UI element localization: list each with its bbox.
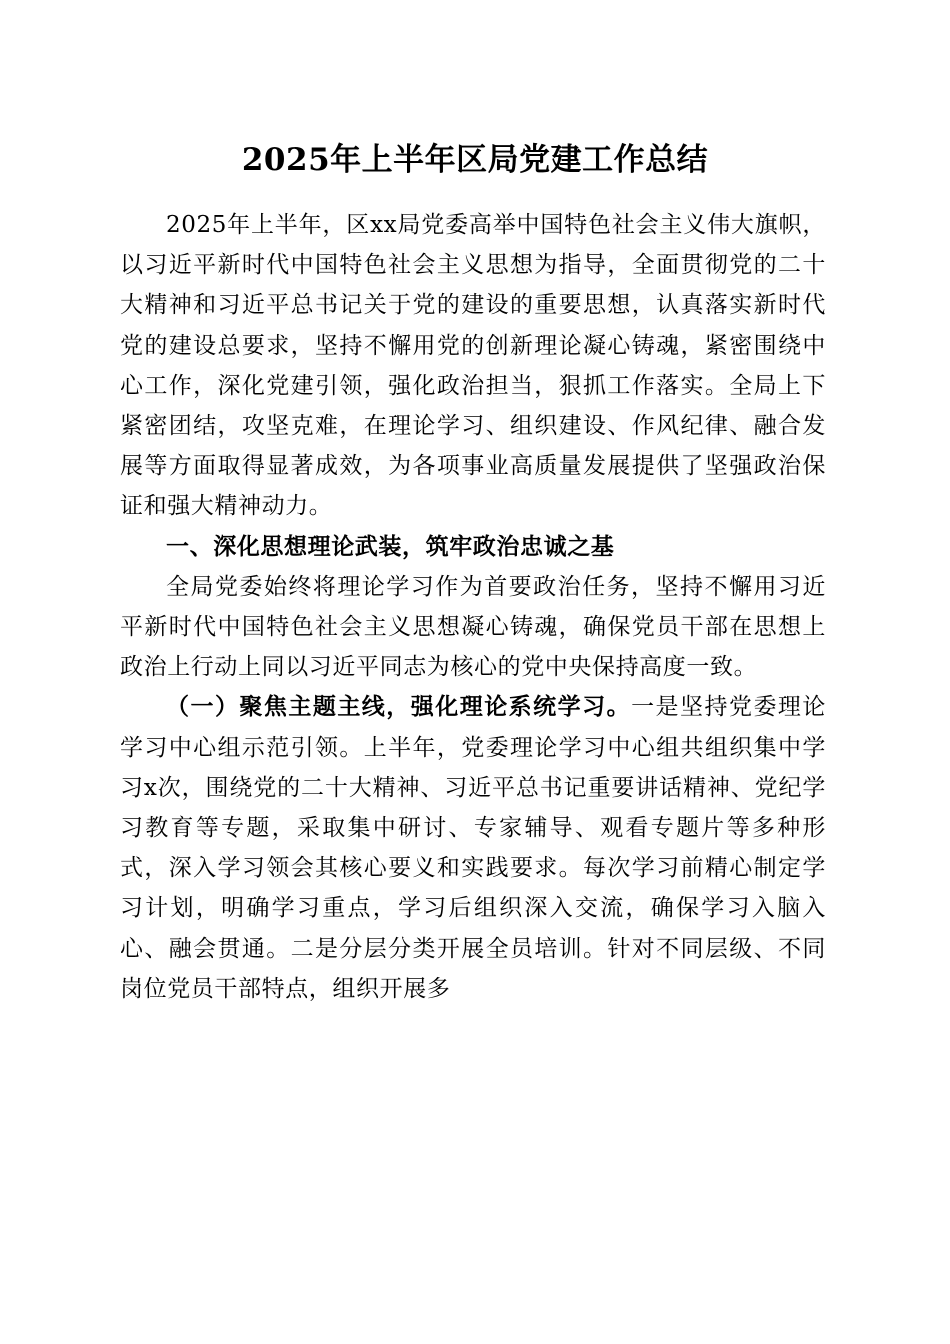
section-heading: 一、深化思想理论武装，筑牢政治忠诚之基 [166,533,615,560]
document-body [120,205,826,1009]
subsection-paragraph [120,687,826,1009]
subsection-text: 一是坚持党委理论学习中心组示范引领。上半年，党委理论学习中心组共组织集中学习x次，围绕党的二十大精神、习近平总书记重要讲话精神、党纪学习教育等专题，采取集中研讨、专家辅导、观看专题片等多种形式，深入学习领会其核心要义和实践要求。每次学习前精心制定学习计划，明确学习重点，学习后组织深入交流，确保学习入脑入心、融会贯通。二是分层分类开展全员培训。针对不同层级、不同岗位党员干部特点，组织开展多 [120,694,826,1002]
section-paragraph: 全局党委始终将理论学习作为首要政治任务，坚持不懈用习近平新时代中国特色社会主义思想凝心铸魂，确保党员干部在思想上政治上行动上同以习近平同志为核心的党中央保持高度一致。 [120,573,826,681]
subsection-lead: （一）聚焦主题主线，强化理论系统学习。 [166,693,632,721]
document-title: 2025年上半年区局党建工作总结 [241,142,709,178]
intro-paragraph: 2025年上半年，区xx局党委高举中国特色社会主义伟大旗帜，以习近平新时代中国特色社会主义思想为指导，全面贯彻党的二十大精神和习近平总书记关于党的建设的重要思想，认真落实新时代党的建设总要求，坚持不懈用党的创新理论凝心铸魂，紧密围绕中心工作，深化党建引领，强化政治担当，狠抓工作落实。全局上下紧密团结，攻坚克难，在理论学习、组织建设、作风纪律、融合发展等方面取得显著成效，为各项事业高质量发展提供了坚强政治保证和强大精神动力。 [120,212,826,520]
